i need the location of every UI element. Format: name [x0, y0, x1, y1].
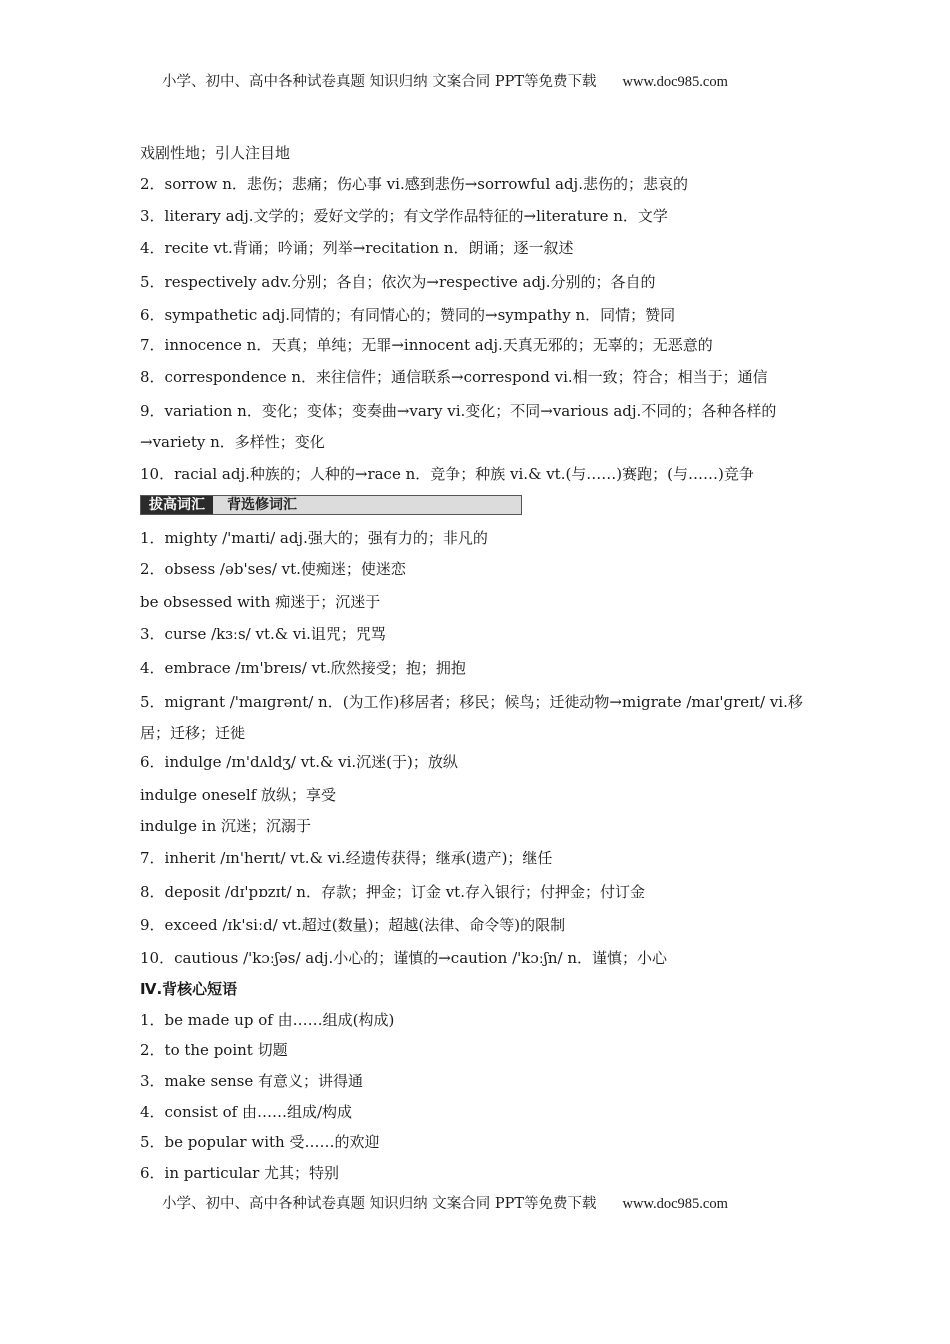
- vocab-line: 3．curse /kɜːs/ vt.& vi.诅咒；咒骂: [140, 625, 386, 643]
- header-site[interactable]: www.doc985.com: [622, 74, 728, 90]
- section-subtitle: 背选修词汇: [227, 497, 297, 513]
- vocab-line: 8．correspondence n．来往信件；通信联系→correspond vi.相一致；符合；相当于；通信: [140, 368, 768, 386]
- vocab-line: →variety n．多样性；变化: [140, 433, 325, 451]
- vocab-line: 1．mighty /'maɪti/ adj.强大的；强有力的；非凡的: [140, 529, 488, 547]
- phrase-line: 4．consist of 由……组成/构成: [140, 1103, 353, 1121]
- phrase-line: 3．make sense 有意义；讲得通: [140, 1072, 364, 1090]
- vocab-line: 2．sorrow n．悲伤；悲痛；伤心事 vi.感到悲伤→sorrowful adj.悲伤的；悲哀的: [140, 175, 688, 193]
- section-tag: 拔高词汇: [141, 496, 213, 514]
- vocab-line: indulge oneself 放纵；享受: [140, 786, 337, 804]
- phrase-line: 6．in particular 尤其；特别: [140, 1164, 340, 1182]
- vocab-line: 10．racial adj.种族的；人种的→race n．竞争；种族 vi.& vt.(与……)赛跑；(与……)竞争: [140, 465, 754, 483]
- vocab-line: be obsessed with 痴迷于；沉迷于: [140, 593, 381, 611]
- vocab-line: 7．innocence n．天真；单纯；无罪→innocent adj.天真无邪的；无辜的；无恶意的: [140, 336, 713, 354]
- phrase-line: 1．be made up of 由……组成(构成): [140, 1011, 395, 1029]
- phrases-heading: Ⅳ.背核心短语: [140, 980, 238, 998]
- vocab-line: 6．sympathetic adj.同情的；有同情心的；赞同的→sympathy n．同情；赞同: [140, 306, 676, 324]
- vocab-line: 9．exceed /ɪk'siːd/ vt.超过(数量)；超越(法律、命令等)的限制: [140, 916, 566, 934]
- header-text: 小学、初中、高中各种试卷真题 知识归纳 文案合同 PPT等免费下载: [162, 74, 597, 90]
- vocab-line: 5．migrant /'maɪɡrənt/ n．(为工作)移居者；移民；候鸟；迁徙动物→migrate /maɪ'ɡreɪt/ vi.移: [140, 693, 803, 711]
- vocab-line: 3．literary adj.文学的；爱好文学的；有文学作品特征的→literature n．文学: [140, 207, 668, 225]
- vocab-line: 10．cautious /'kɔːʃəs/ adj.小心的；谨慎的→caution /'kɔːʃn/ n．谨慎；小心: [140, 949, 668, 967]
- page-footer: [162, 1192, 728, 1213]
- vocab-line: 4．embrace /ɪm'breɪs/ vt.欣然接受；抱；拥抱: [140, 659, 466, 677]
- page-header: [162, 70, 728, 91]
- vocab-line: 2．obsess /əb'ses/ vt.使痴迷；使迷恋: [140, 560, 406, 578]
- footer-text: 小学、初中、高中各种试卷真题 知识归纳 文案合同 PPT等免费下载: [162, 1196, 597, 1212]
- vocab-line: 6．indulge /ɪn'dʌldʒ/ vt.& vi.沉迷(于)；放纵: [140, 753, 458, 771]
- phrase-line: 2．to the point 切题: [140, 1041, 288, 1059]
- vocab-line: 5．respectively adv.分别；各自；依次为→respective adj.分别的；各自的: [140, 273, 656, 291]
- phrase-line: 5．be popular with 受……的欢迎: [140, 1133, 380, 1151]
- vocab-line: 戏剧性地；引人注目地: [140, 144, 291, 162]
- vocab-line: 9．variation n．变化；变体；变奏曲→vary vi.变化；不同→various adj.不同的；各种各样的: [140, 402, 777, 420]
- vocab-line: indulge in 沉迷；沉溺于: [140, 817, 311, 835]
- footer-site[interactable]: www.doc985.com: [622, 1196, 728, 1212]
- vocab-line: 8．deposit /dɪ'pɒzɪt/ n．存款；押金；订金 vt.存入银行；付押金；付订金: [140, 883, 645, 901]
- vocab-line: 居；迁移；迁徙: [140, 724, 246, 742]
- vocab-line: 4．recite vt.背诵；吟诵；列举→recitation n．朗诵；逐一叙述: [140, 239, 574, 257]
- vocab-line: 7．inherit /ɪn'herɪt/ vt.& vi.经遗传获得；继承(遗产)；继任: [140, 849, 553, 867]
- section-bar: [140, 495, 522, 515]
